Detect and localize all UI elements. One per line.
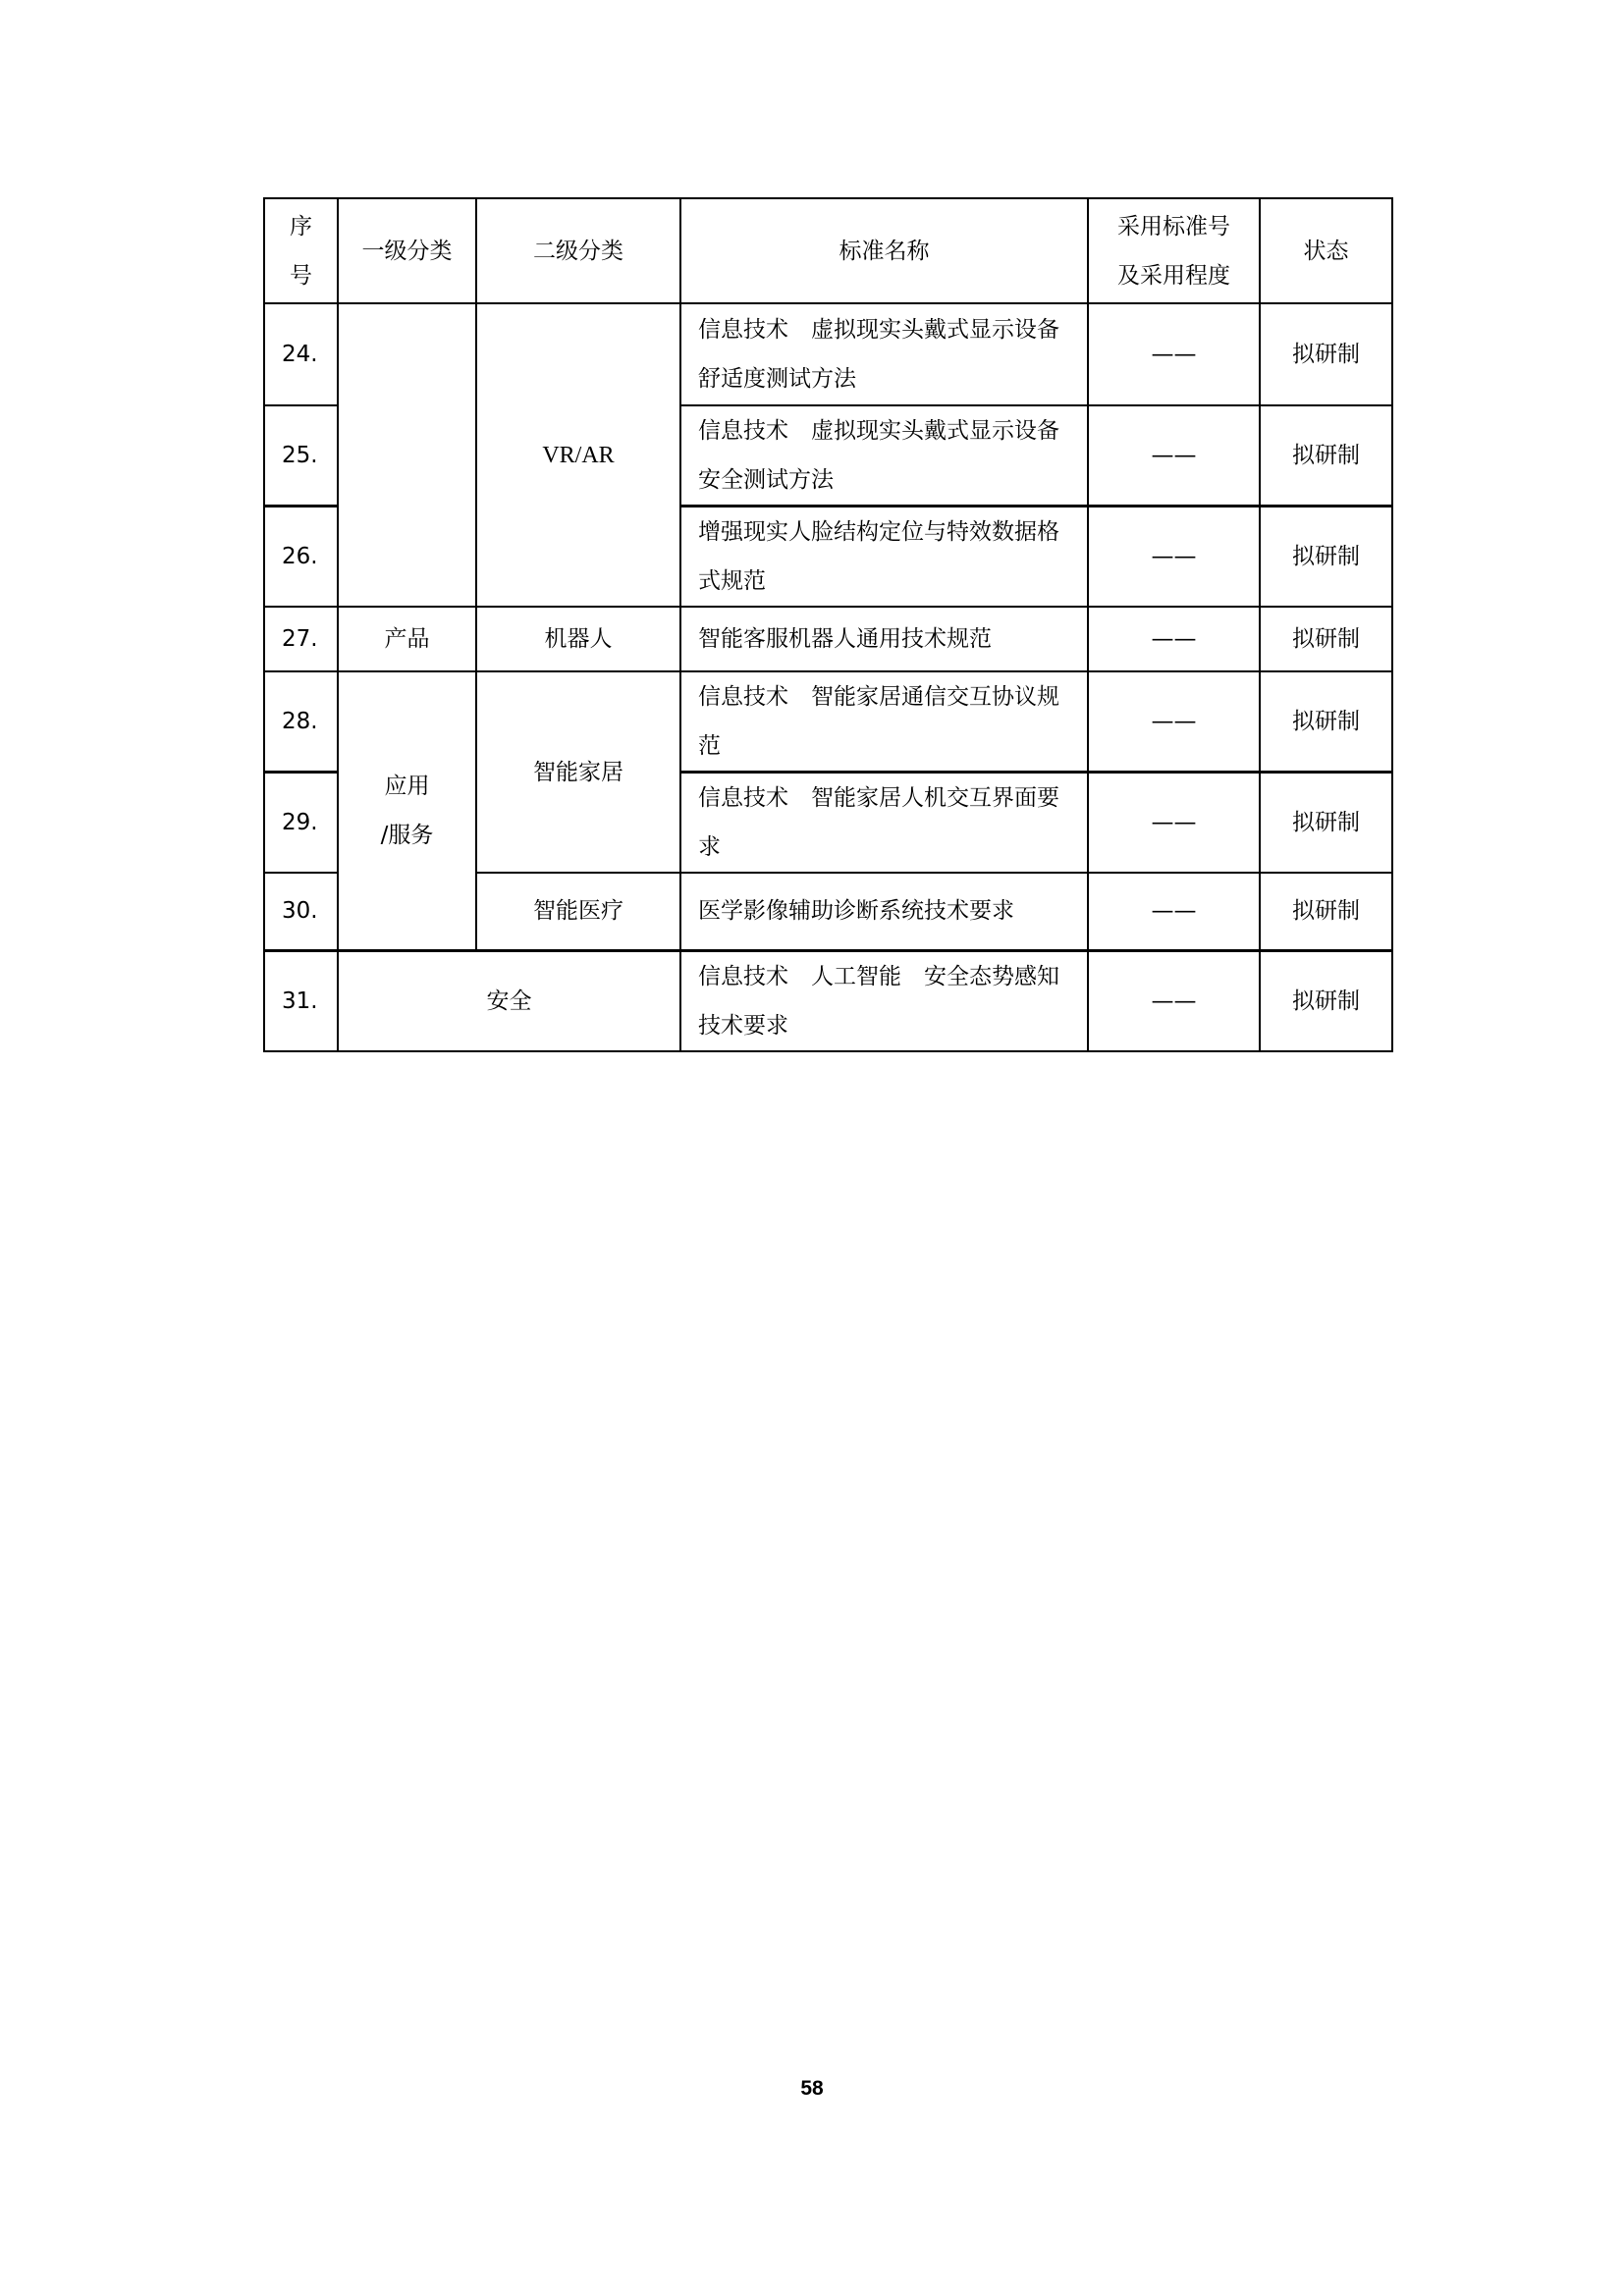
row-seq: 29.: [264, 773, 338, 874]
category-security: 安全: [338, 950, 680, 1051]
header-seq: 序 号: [264, 198, 338, 303]
row-seq: 26.: [264, 507, 338, 608]
row-seq: 25.: [264, 405, 338, 507]
header-name: 标准名称: [680, 198, 1088, 303]
row-status: 拟研制: [1260, 671, 1392, 773]
row-adopt: ——: [1088, 671, 1260, 773]
row-name: 医学影像辅助诊断系统技术要求: [680, 873, 1088, 950]
row-adopt: ——: [1088, 773, 1260, 874]
level2-smart-home: 智能家居: [476, 671, 680, 873]
row-status: 拟研制: [1260, 303, 1392, 405]
row-status: 拟研制: [1260, 405, 1392, 507]
level2-robot: 机器人: [476, 607, 680, 671]
row-status: 拟研制: [1260, 507, 1392, 608]
header-level2: 二级分类: [476, 198, 680, 303]
header-status: 状态: [1260, 198, 1392, 303]
row-seq: 30.: [264, 873, 338, 950]
row-seq: 28.: [264, 671, 338, 773]
row-status: 拟研制: [1260, 950, 1392, 1051]
table-row: [264, 671, 1392, 773]
level2-vr-ar: VR/AR: [476, 303, 680, 607]
level1-empty-cell: [338, 303, 476, 607]
level1-application-service: 应用 /服务: [338, 671, 476, 950]
table-header-row: [264, 198, 1392, 303]
row-name: 信息技术 智能家居通信交互协议规范: [680, 671, 1088, 773]
row-seq: 27.: [264, 607, 338, 671]
table-row: [264, 607, 1392, 671]
row-name: 信息技术 虚拟现实头戴式显示设备安全测试方法: [680, 405, 1088, 507]
row-status: 拟研制: [1260, 607, 1392, 671]
row-adopt: ——: [1088, 607, 1260, 671]
header-adopt: 采用标准号 及采用程度: [1088, 198, 1260, 303]
row-adopt: ——: [1088, 405, 1260, 507]
row-status: 拟研制: [1260, 773, 1392, 874]
standards-table: [263, 197, 1393, 1052]
row-adopt: ——: [1088, 303, 1260, 405]
row-seq: 31.: [264, 950, 338, 1051]
row-adopt: ——: [1088, 873, 1260, 950]
row-name: 智能客服机器人通用技术规范: [680, 607, 1088, 671]
header-level1: 一级分类: [338, 198, 476, 303]
level1-product: 产品: [338, 607, 476, 671]
level2-smart-medical: 智能医疗: [476, 873, 680, 950]
row-name: 信息技术 智能家居人机交互界面要求: [680, 773, 1088, 874]
row-name: 增强现实人脸结构定位与特效数据格式规范: [680, 507, 1088, 608]
page-number: 58: [800, 2077, 824, 2100]
row-name: 信息技术 虚拟现实头戴式显示设备舒适度测试方法: [680, 303, 1088, 405]
table-row: [264, 303, 1392, 405]
row-name: 信息技术 人工智能 安全态势感知技术要求: [680, 950, 1088, 1051]
row-adopt: ——: [1088, 950, 1260, 1051]
row-seq: 24.: [264, 303, 338, 405]
table-row: [264, 950, 1392, 1051]
row-status: 拟研制: [1260, 873, 1392, 950]
row-adopt: ——: [1088, 507, 1260, 608]
